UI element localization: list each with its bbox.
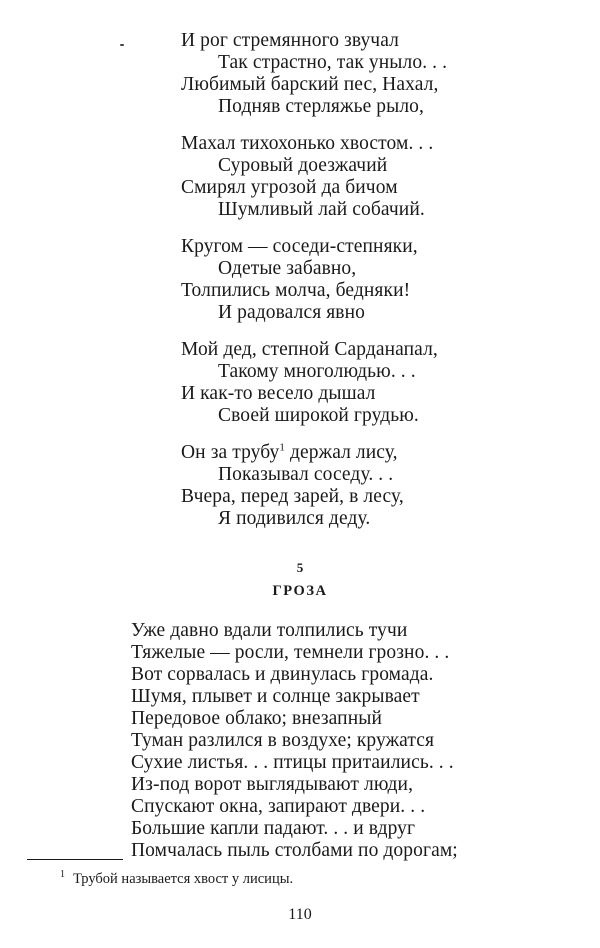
verse-line: Толпились молча, бедняки!	[181, 280, 411, 301]
verse-line: Суровый доезжачий	[218, 155, 388, 176]
section-title: ГРОЗА	[272, 583, 328, 599]
verse-line-with-footnote	[181, 442, 398, 464]
verse-line: Подняв стерляжье рыло,	[218, 96, 425, 117]
verse-text: держал лису,	[285, 442, 398, 463]
footnote-reference: 1	[279, 441, 286, 454]
print-speck	[120, 44, 124, 46]
page-number: 110	[288, 906, 312, 923]
verse-line: Я подивился деду.	[218, 508, 371, 529]
verse-line: Спускают окна, запирают двери. . .	[131, 796, 426, 817]
verse-line: Смирял угрозой да бичом	[181, 177, 398, 198]
section-number: 5	[296, 560, 304, 575]
verse-line: Шумя, плывет и солнце закрывает	[131, 686, 420, 707]
verse-line: Показывал соседу. . .	[218, 464, 394, 485]
verse-line: Шумливый лай собачий.	[218, 199, 425, 220]
verse-line: И рог стремянного звучал	[181, 30, 399, 51]
verse-line: Вот сорвалась и двинулась громада.	[131, 664, 434, 685]
verse-line: И радовался явно	[218, 302, 366, 323]
verse-line: Своей широкой грудью.	[218, 405, 419, 426]
verse-text: Он за трубу	[181, 442, 280, 463]
footnote-divider	[27, 859, 123, 860]
verse-line: Сухие листья. . . птицы притаились. . .	[131, 752, 454, 773]
verse-line: Из-под ворот выглядывают люди,	[131, 774, 414, 795]
verse-line: Любимый барский пес, Нахал,	[181, 74, 439, 95]
footnote	[60, 870, 293, 888]
verse-line: Мой дед, степной Сарданапал,	[181, 339, 438, 360]
verse-line: Тяжелые — росли, темнели грозно. . .	[131, 642, 450, 663]
footnote-text: Трубой называется хвост у лисицы.	[73, 871, 294, 887]
verse-line: Передовое облако; внезапный	[131, 708, 382, 729]
verse-line: Уже давно вдали толпились тучи	[131, 620, 408, 641]
verse-line: Одетые забавно,	[218, 258, 357, 279]
verse-line: И как-то весело дышал	[181, 383, 376, 404]
verse-line: Туман разлился в воздухе; кружатся	[131, 730, 435, 751]
verse-line: Махал тихохонько хвостом. . .	[181, 133, 434, 154]
footnote-marker: 1	[60, 869, 65, 881]
verse-line: Помчалась пыль столбами по дорогам;	[131, 840, 458, 861]
verse-line: Большие капли падают. . . и вдруг	[131, 818, 416, 839]
verse-line: Такому многолюдью. . .	[218, 361, 416, 382]
verse-line: Вчера, перед зарей, в лесу,	[181, 486, 404, 507]
verse-line: Так страстно, так уныло. . .	[218, 52, 448, 73]
verse-line: Кругом — соседи-степняки,	[181, 236, 418, 257]
